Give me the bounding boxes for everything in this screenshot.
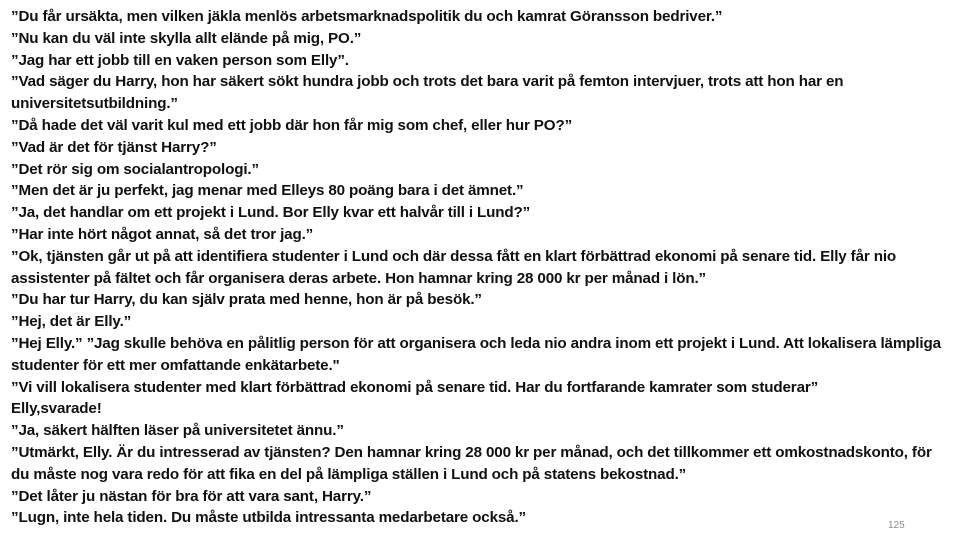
text-line: ”Hej Elly.” ”Jag skulle behöva en pålitlig person för att organisera och leda nio andra inom ett projekt i Lund. Att lokalisera lämpliga <box>11 334 941 352</box>
text-line: ”Lugn, inte hela tiden. Du måste utbilda intressanta medarbetare också.” <box>11 509 526 527</box>
text-line: ”Utmärkt, Elly. Är du intresserad av tjänsten? Den hamnar kring 28 000 kr per månad, och det tillkommer ett omkostnadskonto, för <box>11 443 932 461</box>
text-line: Elly,svarade! <box>11 400 102 418</box>
text-line: ”Nu kan du väl inte skylla allt elände på mig, PO.” <box>11 29 362 47</box>
text-line: ”Vad säger du Harry, hon har säkert sökt hundra jobb och trots det bara varit på femton intervjuer, trots att hon har en <box>11 73 844 91</box>
text-line: assistenter på fältet och får organisera deras arbete. Hon hamnar kring 28 000 kr per månad i lön.” <box>11 269 706 287</box>
dialogue-text-block <box>11 6 973 529</box>
text-line: ”Du har tur Harry, du kan själv prata med henne, hon är på besök.” <box>11 291 482 309</box>
text-line: studenter för ett mer omfattande enkätarbete." <box>11 356 340 374</box>
text-line: ”Jag har ett jobb till en vaken person som Elly”. <box>11 51 349 69</box>
text-line: ”Vi vill lokalisera studenter med klart förbättrad ekonomi på senare tid. Har du fortfarande kamrater som studerar” <box>11 378 819 396</box>
text-line: ”Ok, tjänsten går ut på att identifiera studenter i Lund och där dessa fått en klart förbättrad ekonomi på senare tid. Elly får nio <box>11 247 897 265</box>
text-line: ”Det rör sig om socialantropologi.” <box>11 160 259 178</box>
text-line: ”Då hade det väl varit kul med ett jobb där hon får mig som chef, eller hur PO?” <box>11 116 573 134</box>
text-line: ”Men det är ju perfekt, jag menar med Elleys 80 poäng bara i det ämnet.” <box>11 182 524 200</box>
text-line: ”Du får ursäkta, men vilken jäkla menlös arbetsmarknadspolitik du och kamrat Göransson bedriver.” <box>11 8 723 25</box>
text-line: ”Vad är det för tjänst Harry?” <box>11 138 217 156</box>
text-line: ”Har inte hört något annat, så det tror jag.” <box>11 225 314 243</box>
text-line: ”Hej, det är Elly.” <box>11 313 132 331</box>
text-line: ”Ja, säkert hälften läser på universitetet ännu.” <box>11 422 344 440</box>
text-line: du måste nog vara redo för att fika en del på lämpliga ställen i Lund och på statens bekostnad.” <box>11 465 687 483</box>
text-line: universitetsutbildning.” <box>11 95 178 113</box>
text-line: ”Ja, det handlar om ett projekt i Lund. Bor Elly kvar ett halvår till i Lund?” <box>11 204 531 222</box>
text-line: ”Det låter ju nästan för bra för att vara sant, Harry.” <box>11 487 372 505</box>
page-number: 125 <box>888 520 905 531</box>
